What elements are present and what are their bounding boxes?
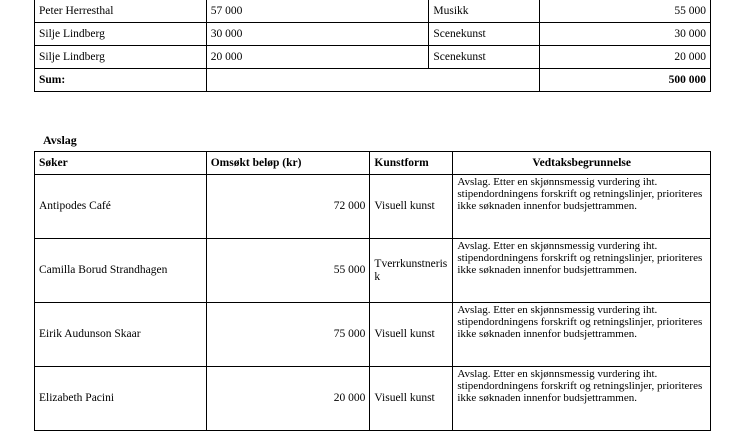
column-header-reason: Vedtaksbegrunnelse [453, 152, 711, 175]
amount-cell: 20 000 [206, 367, 370, 431]
art-form-cell: Visuell kunst [370, 367, 453, 431]
column-header-applicant: Søker [35, 152, 207, 175]
reason-cell: Avslag. Etter en skjønnsmessig vurdering iht. stipendordningens forskrift og retningslinjer, prioriteres ikke søknaden innenfor budsjettrammen. [453, 367, 711, 431]
section-title: Avslag [43, 133, 77, 147]
applicant-cell: Silje Lindberg [35, 46, 207, 69]
reason-cell: Avslag. Etter en skjønnsmessig vurdering iht. stipendordningens forskrift og retningslinjer, prioriteres ikke søknaden innenfor budsjettrammen. [453, 303, 711, 367]
granted-amount-cell: 30 000 [540, 23, 711, 46]
header-row [35, 152, 711, 175]
sum-row [35, 69, 711, 92]
table-row [35, 303, 711, 367]
reason-cell: Avslag. Etter en skjønnsmessig vurdering iht. stipendordningens forskrift og retningslinjer, prioriteres ikke søknaden innenfor budsjettrammen. [453, 175, 711, 239]
art-form-cell: Scenekunst [429, 46, 540, 69]
art-form-cell: Visuell kunst [370, 303, 453, 367]
art-form-cell: Scenekunst [429, 23, 540, 46]
table-row [35, 23, 711, 46]
column-header-art-form: Kunstform [370, 152, 453, 175]
rejections-table [34, 151, 711, 431]
applicant-cell: Camilla Borud Strandhagen [35, 239, 207, 303]
granted-table [34, 0, 711, 92]
art-form-cell: Musikk [429, 0, 540, 23]
applicant-cell: Peter Herresthal [35, 0, 207, 23]
granted-amount-cell: 20 000 [540, 46, 711, 69]
applicant-cell: Elizabeth Pacini [35, 367, 207, 431]
granted-amount-cell: 55 000 [540, 0, 711, 23]
amount-cell: 75 000 [206, 303, 370, 367]
sum-empty-cell [206, 69, 540, 92]
table-row [35, 46, 711, 69]
table-row [35, 367, 711, 431]
reason-cell: Avslag. Etter en skjønnsmessig vurdering iht. stipendordningens forskrift og retningslinjer, prioriteres ikke søknaden innenfor budsjettrammen. [453, 239, 711, 303]
art-form-cell: Tverrkunstnerisk [370, 239, 453, 303]
amount-cell: 55 000 [206, 239, 370, 303]
table-row [35, 0, 711, 23]
sum-label: Sum: [35, 69, 207, 92]
art-form-cell: Visuell kunst [370, 175, 453, 239]
applicant-cell: Silje Lindberg [35, 23, 207, 46]
table-row [35, 175, 711, 239]
amount-cell: 72 000 [206, 175, 370, 239]
applied-amount-cell: 20 000 [206, 46, 429, 69]
column-header-amount: Omsøkt beløp (kr) [206, 152, 370, 175]
applied-amount-cell: 57 000 [206, 0, 429, 23]
table-row [35, 239, 711, 303]
sum-value: 500 000 [540, 69, 711, 92]
applied-amount-cell: 30 000 [206, 23, 429, 46]
applicant-cell: Antipodes Café [35, 175, 207, 239]
applicant-cell: Eirik Audunson Skaar [35, 303, 207, 367]
